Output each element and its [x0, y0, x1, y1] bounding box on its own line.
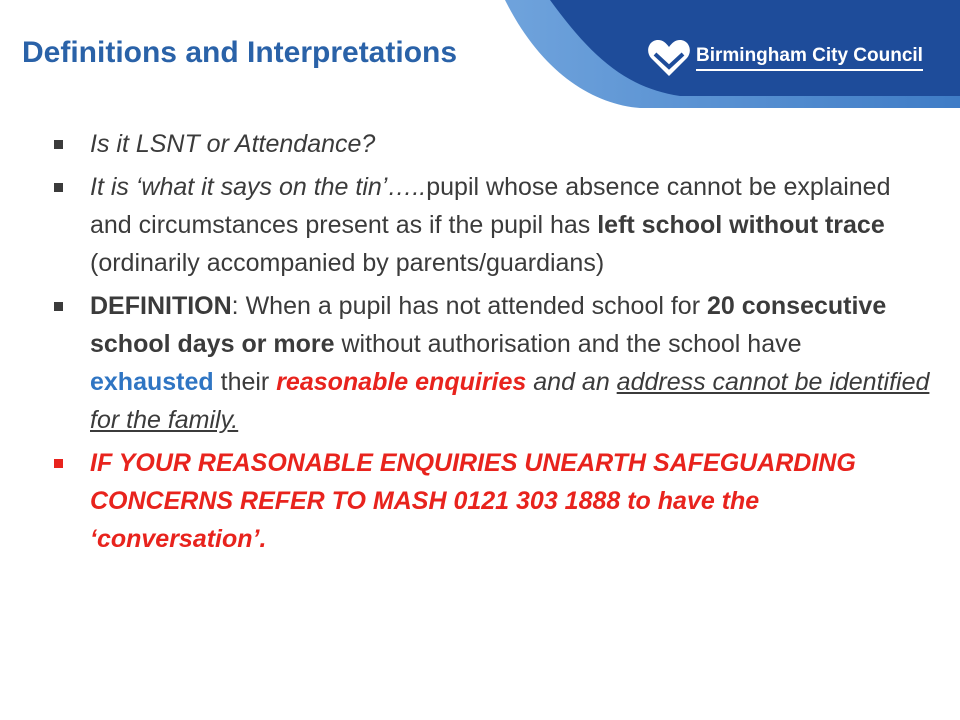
heart-logo-icon: [646, 36, 692, 80]
bullet-item: [50, 168, 930, 282]
safeguarding-alert: IF YOUR REASONABLE ENQUIRIES UNEARTH SAFEGUARDING CONCERNS REFER TO MASH 0121 303 1888 to have the ‘conversation’.: [90, 449, 856, 553]
logo-text: Birmingham City Council: [696, 45, 923, 71]
square-bullet-icon: [54, 140, 63, 149]
bullet-text: and an: [526, 368, 617, 396]
bullet-text: Is it LSNT or Attendance?: [90, 130, 376, 158]
highlight-phrase: exhausted: [90, 368, 214, 396]
bullet-text: pupil whose absence cannot be explained and circumstances present as if the pupil has: [90, 173, 891, 239]
underlined-phrase: address cannot be identified for the family.: [90, 368, 930, 434]
council-logo: [646, 36, 923, 80]
bullet-intro: It is ‘what it says on the tin’…..: [90, 173, 427, 201]
square-bullet-icon: [54, 459, 63, 468]
bold-phrase: 20 consecutive school days or more: [90, 292, 887, 358]
bullet-text: (ordinarily accompanied by parents/guardians): [90, 249, 605, 277]
emphasis-phrase: reasonable enquiries: [276, 368, 527, 396]
definition-label: DEFINITION: [90, 292, 232, 320]
square-bullet-icon: [54, 302, 63, 311]
bullet-list: [50, 125, 930, 558]
page-title: Definitions and Interpretations: [22, 36, 458, 69]
bullet-item: [50, 125, 930, 163]
bullet-item: [50, 287, 930, 439]
bullet-text: without authorisation and the school have: [334, 330, 802, 358]
bullet-text: their: [213, 368, 277, 396]
square-bullet-icon: [54, 183, 63, 192]
bullet-text: : When a pupil has not attended school for: [231, 292, 707, 320]
bold-phrase: left school without trace: [597, 211, 885, 239]
bullet-item: [50, 444, 930, 558]
